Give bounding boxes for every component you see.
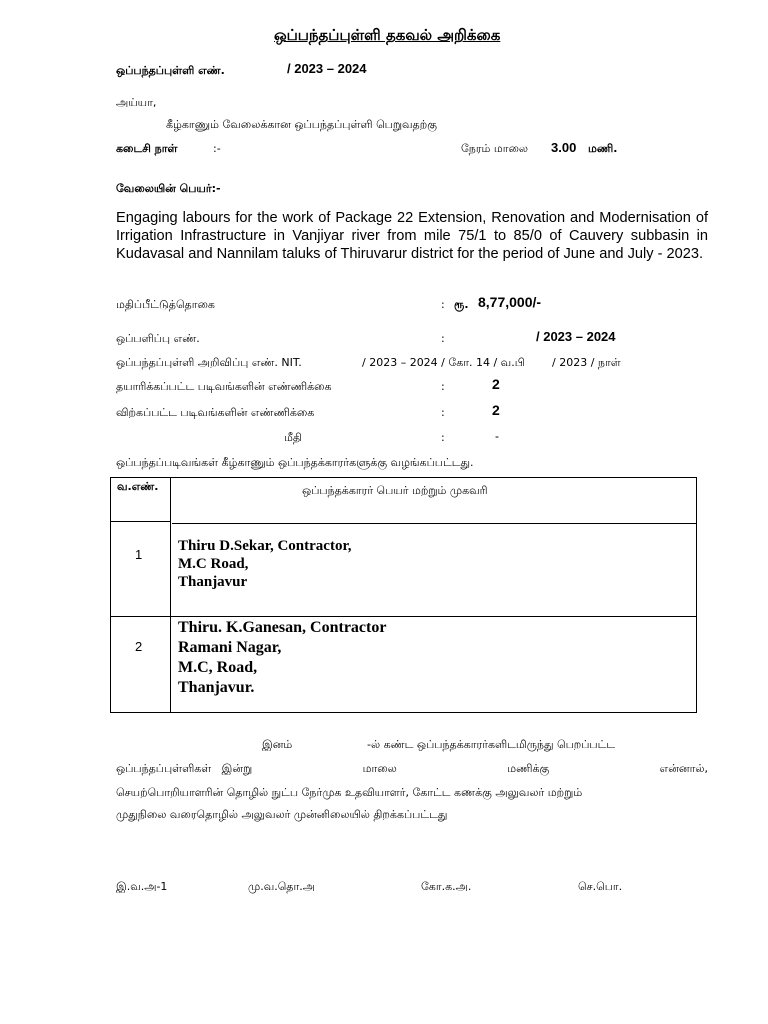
closing-line-3: செயற்பொறியாளரின் தொழில் நுட்ப நேர்முக உதவியாளர், கோட்ட கணக்கு அலுவலர் மற்றும் bbox=[116, 786, 583, 799]
nit-value-b: / 2023 / நாள் bbox=[552, 356, 621, 369]
sold-forms-value: 2 bbox=[492, 402, 500, 418]
contractor-line: M.C, Road, bbox=[178, 659, 258, 676]
page-title: ஒப்பந்தப்புள்ளி தகவல் அறிக்கை bbox=[274, 26, 501, 44]
contractor-line: Thanjavur bbox=[178, 574, 248, 590]
closing-word: ஒப்பந்தப்புள்ளிகள் bbox=[116, 762, 212, 775]
estimate-prefix: ரூ. bbox=[454, 298, 469, 311]
publication-no-value: / 2023 – 2024 bbox=[536, 329, 616, 344]
balance-separator: : bbox=[441, 431, 445, 444]
closing-line-4: முதுநிலை வரைதொழில் அலுவலர் முன்னிலையில் திறக்கப்பட்டது bbox=[116, 808, 448, 821]
signature-label: கோ.க.அ. bbox=[421, 880, 472, 893]
last-date-separator: :- bbox=[213, 142, 221, 155]
closing-word: இன்று bbox=[221, 762, 253, 775]
row-number: 2 bbox=[135, 639, 143, 654]
tender-no-value: / 2023 – 2024 bbox=[287, 61, 367, 76]
work-description: Engaging labours for the work of Package 22 Extension, Renovation and Modernisation of Irrigation Infrastructure in Vanjiyar river from mile 75/1 to 85/0 of Cauvery subbasin in Kudavasal and Nannilam taluks of Thiruvarur district for the period of June and July - 2023. bbox=[116, 210, 708, 262]
time-label: நேரம் மாலை bbox=[461, 142, 529, 155]
contractor-line: Thiru. K.Ganesan, Contractor bbox=[178, 619, 387, 636]
contractor-line: Thiru D.Sekar, Contractor, bbox=[178, 538, 352, 554]
issued-text: ஒப்பந்தப்படிவங்கள் கீழ்காணும் ஒப்பந்தக்காரர்களுக்கு வழங்கப்பட்டது. bbox=[116, 456, 474, 469]
publication-no-separator: : bbox=[441, 332, 445, 345]
signature-label: செ.பொ. bbox=[578, 880, 623, 893]
estimate-separator: : bbox=[441, 298, 445, 311]
salutation: அய்யா, bbox=[116, 96, 157, 109]
row-number: 1 bbox=[135, 547, 143, 562]
estimate-value: 8,77,000/- bbox=[478, 294, 542, 310]
signature-label: மு.வ.தொ.அ bbox=[248, 880, 315, 893]
last-date-label: கடைசி நாள் bbox=[116, 142, 178, 155]
prepared-forms-label: தயாரிக்கப்பட்ட படிவங்களின் எண்ணிக்கை bbox=[116, 380, 332, 393]
prepared-forms-value: 2 bbox=[492, 376, 500, 392]
closing-line-1: -ல் கண்ட ஒப்பந்தக்காரர்களிடமிருந்து பெறப்பட்ட bbox=[367, 738, 616, 751]
contractor-line: Thanjavur. bbox=[178, 679, 255, 696]
balance-label: மீதி bbox=[284, 431, 302, 444]
nit-label: ஒப்பந்தப்புள்ளி அறிவிப்பு எண். NIT. bbox=[116, 356, 302, 369]
closing-word: மாலை bbox=[362, 762, 397, 775]
signature-label: இ.வ.அ-1 bbox=[116, 880, 168, 893]
time-value: 3.00 bbox=[551, 140, 577, 155]
prepared-forms-separator: : bbox=[441, 380, 445, 393]
tender-no-label: ஒப்பந்தப்புள்ளி எண். bbox=[116, 64, 225, 77]
nit-value-a: / 2023 – 2024 / கோ. 14 / வ.பி bbox=[362, 356, 525, 369]
sold-forms-separator: : bbox=[441, 406, 445, 419]
contractor-line: M.C Road, bbox=[178, 556, 249, 572]
sold-forms-label: விற்கப்பட்ட படிவங்களின் எண்ணிக்கை bbox=[116, 406, 315, 419]
closing-item-label: இனம் bbox=[262, 738, 293, 751]
intro-text: கீழ்காணும் வேலைக்கான ஒப்பந்தப்புள்ளி பெறுவதற்கு bbox=[166, 118, 437, 131]
time-unit: மணி. bbox=[588, 142, 618, 155]
table-header-name: ஒப்பந்தக்காரர் பெயர் மற்றும் முகவரி bbox=[302, 484, 488, 497]
estimate-label: மதிப்பீட்டுத்தொகை bbox=[116, 298, 215, 311]
work-name-label: வேலையின் பெயர்:- bbox=[116, 182, 221, 195]
closing-word: என்னால், bbox=[659, 762, 708, 775]
balance-value: - bbox=[495, 429, 499, 443]
table-header-no: வ.எண். bbox=[117, 480, 159, 493]
closing-word: மணிக்கு bbox=[507, 762, 550, 775]
closing-line-2 bbox=[116, 762, 708, 777]
publication-no-label: ஒப்பளிப்பு எண். bbox=[116, 332, 200, 345]
contractor-line: Ramani Nagar, bbox=[178, 639, 282, 656]
